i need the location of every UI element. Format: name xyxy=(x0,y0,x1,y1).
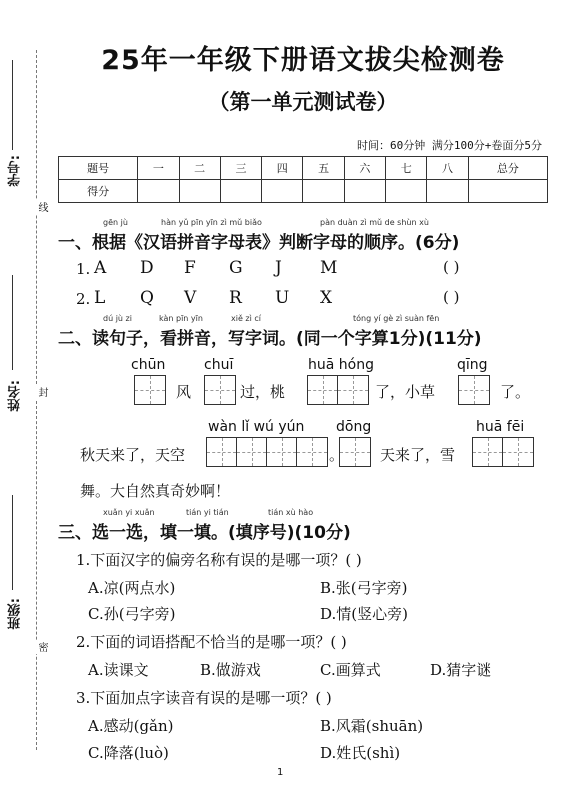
section2-pinyin-2: kàn pīn yīn xyxy=(159,314,203,323)
s2-text: 了。 xyxy=(500,383,531,401)
s3-option: B.风霜(shuān) xyxy=(320,717,424,735)
s1-letter: J xyxy=(275,258,282,278)
name-label: 姓名: xyxy=(8,380,23,412)
s2-text: 过，桃 xyxy=(240,383,286,401)
s1-letter: U xyxy=(275,288,290,308)
s3-option: B.张(弓字旁) xyxy=(320,579,408,597)
section2-pinyin-1: dú jù zi xyxy=(103,314,132,323)
s2-box-pinyin: qīng xyxy=(457,357,488,373)
section1-pinyin-1: gēn jù xyxy=(103,218,128,227)
s2-box-pinyin: wàn lǐ wú yún xyxy=(208,419,305,435)
s1-row1-number: 1. xyxy=(76,260,91,278)
s3-option: D.姓氏(shì) xyxy=(320,744,401,762)
s1-letter: A xyxy=(94,258,107,278)
s1-letter: R xyxy=(229,288,242,308)
score-blank[interactable] xyxy=(303,180,344,203)
s2-writing-box[interactable] xyxy=(472,437,534,467)
score-blank[interactable] xyxy=(220,180,261,203)
s2-writing-box[interactable] xyxy=(204,375,236,405)
class-label: 班级: xyxy=(8,598,23,630)
score-cell: 五 xyxy=(303,157,344,180)
section3-title: 三、选一选，填一填。(填序号)(10分) xyxy=(58,523,351,543)
score-header-row xyxy=(59,157,548,180)
s1-row2-answer[interactable]: ( ) xyxy=(443,288,460,306)
s3-question-1: 1.下面汉字的偏旁名称有误的是哪一项？( ) xyxy=(76,551,362,569)
s2-text: 了，小草 xyxy=(375,383,436,401)
s2-writing-box[interactable] xyxy=(134,375,166,405)
s1-row2-number: 2. xyxy=(76,290,91,308)
score-cell: 七 xyxy=(386,157,427,180)
mark-secret: 密 xyxy=(36,642,47,652)
s1-letter: D xyxy=(140,258,154,278)
s2-box-pinyin: chūn xyxy=(131,357,166,373)
score-blank[interactable] xyxy=(468,180,547,203)
student-id-label: 学号: xyxy=(8,155,23,187)
s2-writing-box[interactable] xyxy=(458,375,490,405)
s3-option: C.画算式 xyxy=(320,661,381,679)
score-blank[interactable] xyxy=(262,180,303,203)
mark-line: 线 xyxy=(36,202,47,212)
s2-box-pinyin: huā fēi xyxy=(476,419,525,435)
s1-letter: G xyxy=(229,258,243,278)
score-table xyxy=(58,156,548,203)
s3-question-3: 3.下面加点字读音有误的是哪一项？( ) xyxy=(76,689,332,707)
score-blank[interactable] xyxy=(344,180,385,203)
s3-option: C.孙(弓字旁) xyxy=(88,605,176,623)
section2-pinyin-3: xiě zì cí xyxy=(231,314,262,323)
section1-title: 一、根据《汉语拼音字母表》判断字母的顺序。(6分) xyxy=(58,233,460,253)
s2-text: 。 xyxy=(329,446,345,464)
s1-row1-answer[interactable]: ( ) xyxy=(443,258,460,276)
s3-option: A.读课文 xyxy=(88,661,149,679)
s1-letter: F xyxy=(184,258,196,278)
page-subtitle: （第一单元测试卷） xyxy=(208,90,398,114)
s3-option: D.猜字谜 xyxy=(430,661,492,679)
s2-text: 天来了，雪 xyxy=(380,446,456,464)
name-blank[interactable] xyxy=(12,275,13,370)
s1-letter: M xyxy=(320,258,338,278)
score-cell: 六 xyxy=(344,157,385,180)
s2-box-pinyin: chuī xyxy=(204,357,234,373)
score-blank[interactable] xyxy=(138,180,179,203)
s1-letter: Q xyxy=(140,288,154,308)
score-cell: 二 xyxy=(179,157,220,180)
s3-option: A.凉(两点水) xyxy=(88,579,176,597)
section2-title: 二、读句子，看拼音，写字词。(同一个字算1分)(11分) xyxy=(58,329,482,349)
s2-writing-box[interactable] xyxy=(206,437,328,467)
score-cell: 八 xyxy=(427,157,468,180)
s2-box-pinyin: dōng xyxy=(336,419,372,435)
section3-pinyin-1: xuǎn yi xuǎn xyxy=(103,508,155,517)
score-label: 得分 xyxy=(59,180,138,203)
class-blank[interactable] xyxy=(12,495,13,590)
s2-box-pinyin: huā hóng xyxy=(308,357,374,373)
s2-text: 风 xyxy=(176,383,192,401)
section3-pinyin-2: tián yi tián xyxy=(186,508,229,517)
page-number: 1 xyxy=(277,767,284,778)
binding-strip xyxy=(0,0,50,800)
score-cell: 总分 xyxy=(468,157,547,180)
section3-pinyin-3: tián xù hào xyxy=(268,508,314,517)
s3-question-2: 2.下面的词语搭配不恰当的是哪一项？( ) xyxy=(76,633,347,651)
mark-seal: 封 xyxy=(36,387,47,397)
student-id-blank[interactable] xyxy=(12,60,13,150)
s3-option: C.降落(luò) xyxy=(88,744,169,762)
score-blank[interactable] xyxy=(386,180,427,203)
score-cell: 题号 xyxy=(59,157,138,180)
score-blank[interactable] xyxy=(179,180,220,203)
s1-letter: X xyxy=(320,288,333,308)
s2-writing-box[interactable] xyxy=(307,375,369,405)
score-blank[interactable] xyxy=(427,180,468,203)
score-cell: 四 xyxy=(262,157,303,180)
s1-letter: L xyxy=(94,288,106,308)
section1-pinyin-2: hàn yǔ pīn yīn zì mǔ biǎo xyxy=(161,218,262,227)
time-info: 时间：60分钟 满分100分+卷面分5分 xyxy=(357,139,542,152)
s3-option: A.感动(gǎn) xyxy=(88,717,174,735)
s2-text: 秋天来了，天空 xyxy=(80,446,186,464)
s3-option: B.做游戏 xyxy=(200,661,261,679)
s2-text: 舞。大自然真奇妙啊！ xyxy=(80,482,231,500)
score-cell: 三 xyxy=(220,157,261,180)
score-cell: 一 xyxy=(138,157,179,180)
page-title: 25年一年级下册语文拔尖检测卷 xyxy=(101,45,505,76)
s3-option: D.情(竖心旁) xyxy=(320,605,408,623)
score-value-row xyxy=(59,180,548,203)
section1-pinyin-3: pàn duàn zì mǔ de shùn xù xyxy=(320,218,429,227)
s1-letter: V xyxy=(184,288,197,308)
s2-writing-box[interactable] xyxy=(339,437,371,467)
section2-pinyin-4: tóng yí gè zì suàn fēn xyxy=(353,314,440,323)
